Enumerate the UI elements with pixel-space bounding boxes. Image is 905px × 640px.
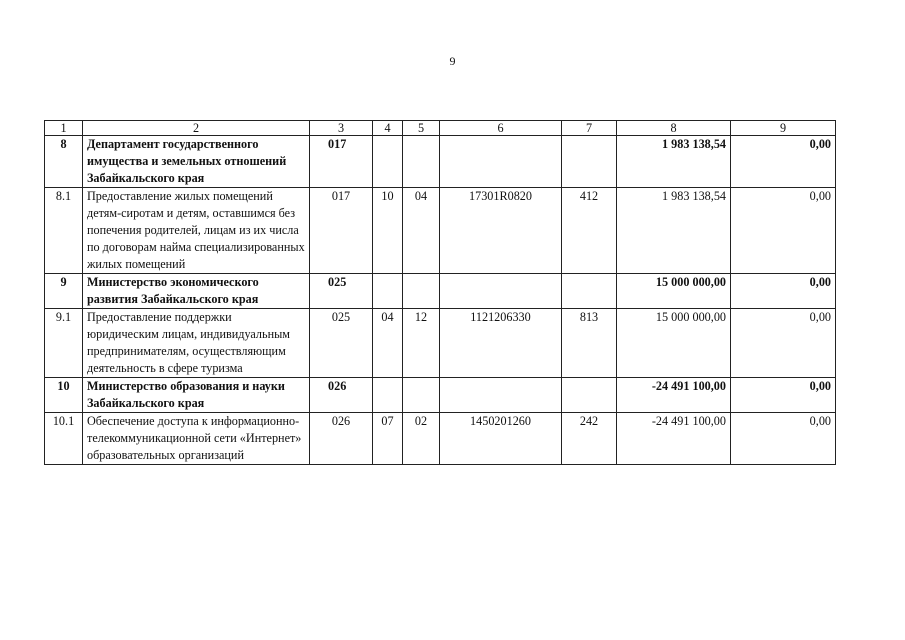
cell-section — [373, 378, 403, 413]
row-name: Обеспечение доступа к информационно-телекоммуникационной сети «Интернет» образовательных организаций — [83, 413, 310, 465]
cell-subsection — [403, 378, 440, 413]
cell-amount-2: 0,00 — [731, 413, 836, 465]
cell-code: 017 — [310, 136, 373, 188]
cell-code: 025 — [310, 309, 373, 378]
row-number: 9 — [45, 274, 83, 309]
row-name: Департамент государственного имущества и земельных отношений Забайкальского края — [83, 136, 310, 188]
cell-amount-2: 0,00 — [731, 188, 836, 274]
cell-code: 026 — [310, 378, 373, 413]
cell-amount: 1 983 138,54 — [617, 136, 731, 188]
cell-target-article — [440, 136, 562, 188]
row-name: Министерство экономического развития Забайкальского края — [83, 274, 310, 309]
header-cell: 5 — [403, 121, 440, 136]
cell-expense-type — [562, 136, 617, 188]
cell-section — [373, 136, 403, 188]
cell-code: 026 — [310, 413, 373, 465]
header-cell: 7 — [562, 121, 617, 136]
cell-expense-type — [562, 274, 617, 309]
table-row — [45, 413, 836, 465]
header-cell: 6 — [440, 121, 562, 136]
cell-subsection — [403, 136, 440, 188]
cell-code: 017 — [310, 188, 373, 274]
header-cell: 3 — [310, 121, 373, 136]
row-name: Министерство образования и науки Забайкальского края — [83, 378, 310, 413]
cell-amount: -24 491 100,00 — [617, 413, 731, 465]
cell-section: 10 — [373, 188, 403, 274]
cell-amount-2: 0,00 — [731, 378, 836, 413]
cell-section — [373, 274, 403, 309]
cell-amount: 1 983 138,54 — [617, 188, 731, 274]
cell-subsection: 02 — [403, 413, 440, 465]
cell-amount: 15 000 000,00 — [617, 309, 731, 378]
cell-target-article — [440, 274, 562, 309]
table-row — [45, 309, 836, 378]
table-row — [45, 274, 836, 309]
table-row — [45, 188, 836, 274]
cell-subsection: 04 — [403, 188, 440, 274]
header-cell: 1 — [45, 121, 83, 136]
row-name: Предоставление поддержки юридическим лицам, индивидуальным предпринимателям, осуществляющим деятельность в сфере туризма — [83, 309, 310, 378]
row-number: 8.1 — [45, 188, 83, 274]
table-row — [45, 136, 836, 188]
header-cell: 9 — [731, 121, 836, 136]
column-number-row — [45, 121, 836, 136]
cell-subsection: 12 — [403, 309, 440, 378]
cell-expense-type: 412 — [562, 188, 617, 274]
page-number: 9 — [449, 54, 456, 68]
cell-amount: -24 491 100,00 — [617, 378, 731, 413]
header-cell: 8 — [617, 121, 731, 136]
cell-amount-2: 0,00 — [731, 136, 836, 188]
row-number: 9.1 — [45, 309, 83, 378]
row-name: Предоставление жилых помещений детям-сиротам и детям, оставшимся без попечения родителей, лицам из их числа по договорам найма специализированных жилых помещений — [83, 188, 310, 274]
row-number: 10.1 — [45, 413, 83, 465]
cell-target-article: 1121206330 — [440, 309, 562, 378]
cell-expense-type: 813 — [562, 309, 617, 378]
cell-target-article: 17301R0820 — [440, 188, 562, 274]
cell-code: 025 — [310, 274, 373, 309]
budget-table — [44, 120, 836, 465]
cell-expense-type: 242 — [562, 413, 617, 465]
cell-section: 07 — [373, 413, 403, 465]
cell-amount-2: 0,00 — [731, 274, 836, 309]
cell-target-article — [440, 378, 562, 413]
row-number: 8 — [45, 136, 83, 188]
header-cell: 4 — [373, 121, 403, 136]
cell-target-article: 1450201260 — [440, 413, 562, 465]
header-cell: 2 — [83, 121, 310, 136]
cell-subsection — [403, 274, 440, 309]
cell-expense-type — [562, 378, 617, 413]
cell-amount-2: 0,00 — [731, 309, 836, 378]
cell-section: 04 — [373, 309, 403, 378]
row-number: 10 — [45, 378, 83, 413]
table-row — [45, 378, 836, 413]
cell-amount: 15 000 000,00 — [617, 274, 731, 309]
